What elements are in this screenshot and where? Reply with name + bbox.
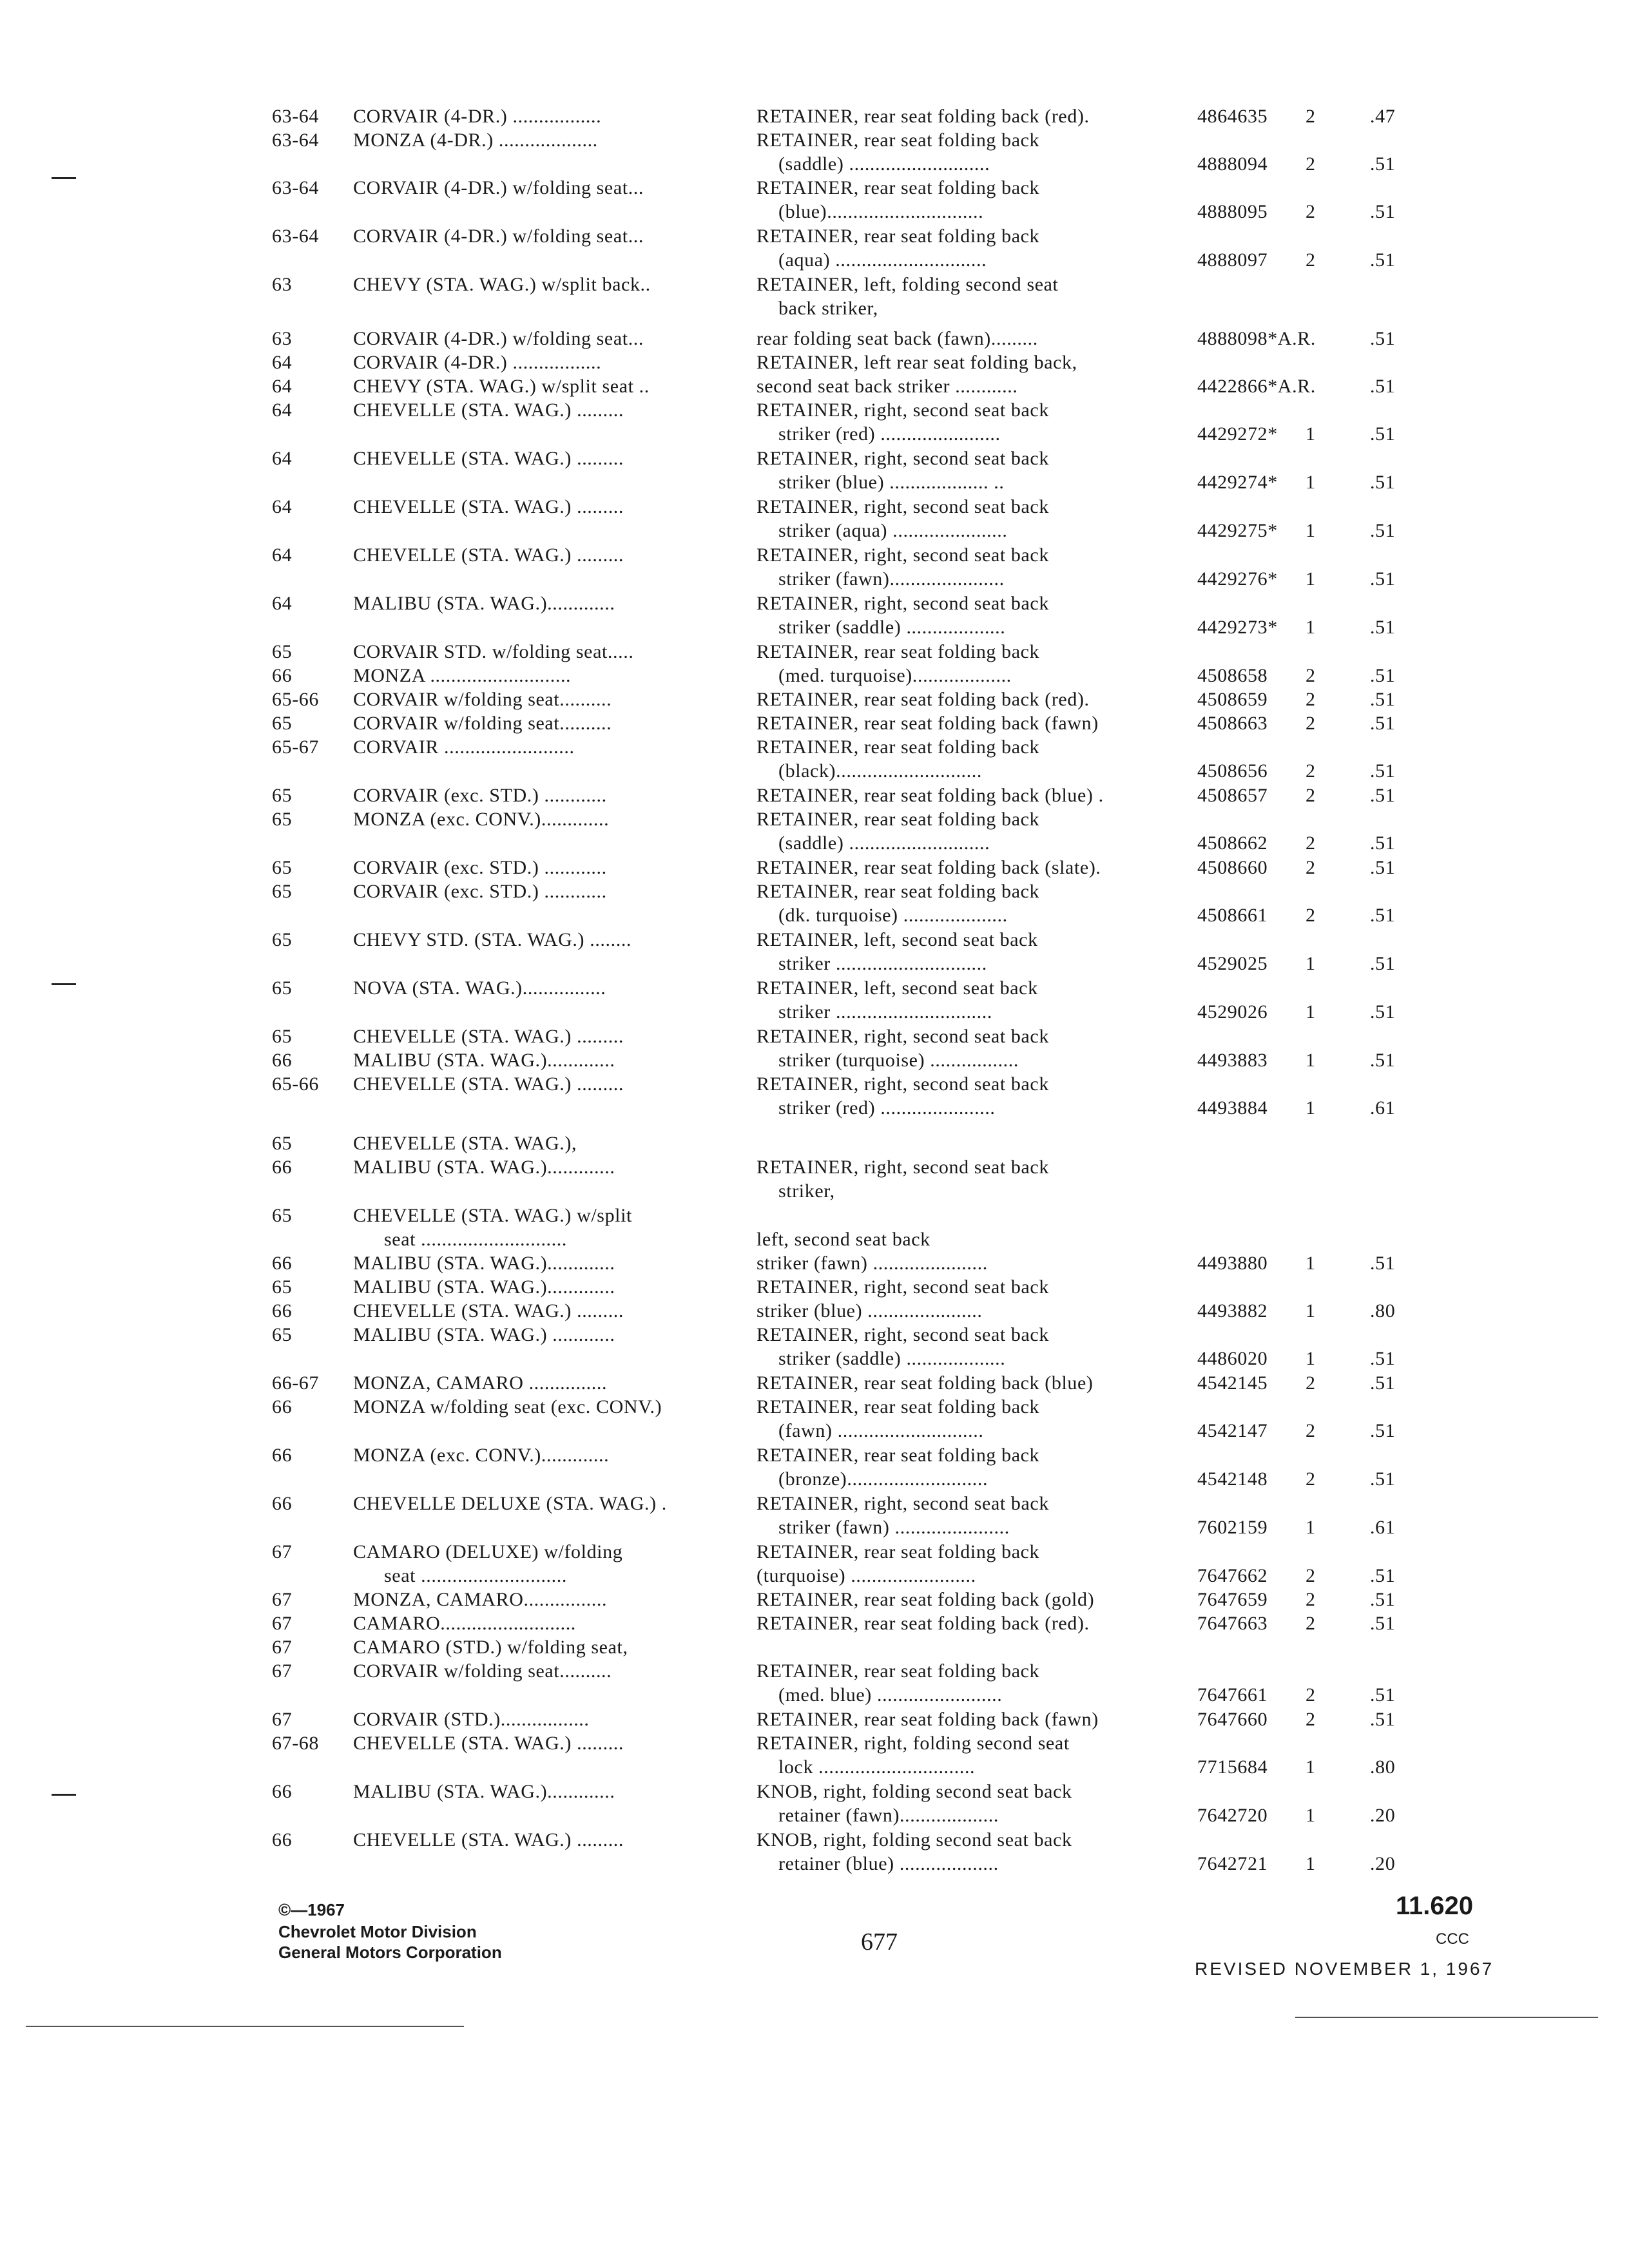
entry-year: 65 bbox=[272, 713, 293, 734]
entry-year: 65 bbox=[272, 1133, 293, 1154]
entry-part-number: 4508660 bbox=[1197, 857, 1268, 878]
entry-year: 64 bbox=[272, 496, 293, 517]
entry-description: RETAINER, right, second seat back bbox=[757, 1073, 1049, 1095]
entry-part-number: 4508662 bbox=[1197, 832, 1268, 854]
entry-description: RETAINER, rear seat folding back (blue) bbox=[757, 1372, 1094, 1394]
entry-model: MALIBU (STA. WAG.)............. bbox=[353, 1050, 615, 1071]
entry-description: (saddle) ........................... bbox=[778, 153, 990, 175]
entry-year: 65 bbox=[272, 857, 293, 878]
entry-model: CHEVELLE (STA. WAG.) ......... bbox=[353, 448, 624, 469]
scan-edge-line bbox=[1295, 2017, 1598, 2018]
entry-description: (black)............................ bbox=[778, 760, 982, 782]
entry-quantity: 2 bbox=[1306, 1589, 1316, 1610]
entry-quantity: 1 bbox=[1306, 423, 1316, 445]
entry-quantity: 2 bbox=[1306, 106, 1316, 127]
entry-quantity: 1 bbox=[1306, 1853, 1316, 1874]
entry-year: 64 bbox=[272, 399, 293, 421]
entry-description: RETAINER, rear seat folding back bbox=[757, 226, 1040, 247]
entry-part-number: 7642720 bbox=[1197, 1805, 1268, 1826]
entry-part-number: 7647663 bbox=[1197, 1613, 1268, 1634]
entry-model: MONZA ........................... bbox=[353, 665, 572, 686]
margin-mark bbox=[52, 1794, 76, 1796]
entry-part-number: 4888095 bbox=[1197, 201, 1268, 222]
entry-year: 67 bbox=[272, 1589, 293, 1610]
entry-description: RETAINER, right, second seat back bbox=[757, 448, 1049, 469]
entry-part-number: 7642721 bbox=[1197, 1853, 1268, 1874]
entry-description: RETAINER, right, second seat back bbox=[757, 593, 1049, 614]
entry-description: striker (saddle) ................... bbox=[778, 1348, 1006, 1369]
entry-year: 66 bbox=[272, 1445, 293, 1466]
entry-year: 65 bbox=[272, 1324, 293, 1345]
entry-price: .51 bbox=[1370, 1589, 1396, 1610]
entry-description: RETAINER, rear seat folding back bbox=[757, 736, 1040, 758]
entry-description: RETAINER, rear seat folding back bbox=[757, 1396, 1040, 1418]
entry-part-number: 4429275* bbox=[1197, 520, 1278, 541]
entry-description: striker .............................. bbox=[778, 1001, 992, 1023]
entry-part-number: 7602159 bbox=[1197, 1517, 1268, 1538]
entry-model: CHEVELLE (STA. WAG.) ......... bbox=[353, 1829, 624, 1850]
entry-description: (fawn) ............................ bbox=[778, 1420, 984, 1441]
entry-description: (dk. turquoise) .................... bbox=[778, 905, 1008, 926]
entry-price: .51 bbox=[1370, 153, 1396, 175]
entry-model: CHEVELLE (STA. WAG.) ......... bbox=[353, 1300, 624, 1321]
entry-year: 67-68 bbox=[272, 1733, 319, 1754]
entry-price: .51 bbox=[1370, 472, 1396, 493]
entry-description: striker (red) ....................... bbox=[778, 423, 1001, 445]
revision-date: REVISED NOVEMBER 1, 1967 bbox=[1195, 1959, 1494, 1979]
entry-part-number: 4429273* bbox=[1197, 617, 1278, 638]
entry-model: MONZA (exc. CONV.)............. bbox=[353, 809, 610, 830]
entry-quantity: 1 bbox=[1306, 1756, 1316, 1778]
entry-description: RETAINER, right, second seat back bbox=[757, 1157, 1049, 1178]
entry-description: (bronze)........................... bbox=[778, 1468, 988, 1490]
entry-description: striker (blue) ................... .. bbox=[778, 472, 1005, 493]
entry-year: 66 bbox=[272, 1781, 293, 1802]
entry-year: 66 bbox=[272, 1157, 293, 1178]
entry-quantity: 1 bbox=[1306, 1805, 1316, 1826]
publisher-division: Chevrolet Motor Division bbox=[278, 1922, 477, 1941]
entry-description: lock .............................. bbox=[778, 1756, 976, 1778]
entry-model: CHEVELLE (STA. WAG.), bbox=[353, 1133, 577, 1154]
entry-description: RETAINER, rear seat folding back bbox=[757, 1660, 1040, 1682]
publisher-corporation: General Motors Corporation bbox=[278, 1943, 502, 1962]
entry-price: .51 bbox=[1370, 1684, 1396, 1706]
entry-quantity: 2 bbox=[1306, 1684, 1316, 1706]
entry-price: .51 bbox=[1370, 201, 1396, 222]
entry-quantity: 2 bbox=[1306, 760, 1316, 782]
entry-description: RETAINER, rear seat folding back (blue) . bbox=[757, 785, 1104, 806]
entry-quantity: 1 bbox=[1306, 1050, 1316, 1071]
entry-quantity: 2 bbox=[1306, 1565, 1316, 1586]
entry-description: RETAINER, right, second seat back bbox=[757, 496, 1049, 517]
entry-year: 65 bbox=[272, 641, 293, 662]
entry-part-number: 7647662 bbox=[1197, 1565, 1268, 1586]
entry-price: .51 bbox=[1370, 832, 1396, 854]
entry-model: MALIBU (STA. WAG.)............. bbox=[353, 1781, 615, 1802]
entry-part-number: 4888097 bbox=[1197, 249, 1268, 271]
entry-description: (blue).............................. bbox=[778, 201, 984, 222]
entry-price: .51 bbox=[1370, 857, 1396, 878]
entry-model: NOVA (STA. WAG.)................ bbox=[353, 977, 606, 999]
entry-price: .51 bbox=[1370, 953, 1396, 974]
entry-model: CORVAIR w/folding seat.......... bbox=[353, 713, 612, 734]
entry-price: .51 bbox=[1370, 376, 1396, 397]
entry-year: 63-64 bbox=[272, 226, 319, 247]
entry-part-number: 7647660 bbox=[1197, 1709, 1268, 1730]
entry-year: 65-66 bbox=[272, 1073, 319, 1095]
entry-model: CHEVY (STA. WAG.) w/split back.. bbox=[353, 274, 651, 295]
entry-description: striker (fawn)...................... bbox=[778, 568, 1005, 590]
entry-model: CHEVY (STA. WAG.) w/split seat .. bbox=[353, 376, 650, 397]
entry-price: .51 bbox=[1370, 760, 1396, 782]
entry-description: (med. blue) ........................ bbox=[778, 1684, 1003, 1706]
entry-part-number: 4493880 bbox=[1197, 1253, 1268, 1274]
entry-model: CHEVELLE (STA. WAG.) ......... bbox=[353, 544, 624, 566]
entry-description: striker, bbox=[778, 1180, 835, 1202]
entry-description: striker (turquoise) ................. bbox=[778, 1050, 1019, 1071]
entry-year: 66 bbox=[272, 665, 293, 686]
entry-part-number: 4429272* bbox=[1197, 423, 1278, 445]
entry-part-number: 4493884 bbox=[1197, 1097, 1268, 1119]
entry-model-continued: seat ............................ bbox=[384, 1565, 567, 1586]
entry-description: striker (fawn) ...................... bbox=[757, 1253, 988, 1274]
entry-model: CORVAIR (exc. STD.) ............ bbox=[353, 881, 607, 902]
entry-year: 67 bbox=[272, 1541, 293, 1562]
entry-part-number: 4864635 bbox=[1197, 106, 1268, 127]
entry-price: .51 bbox=[1370, 1348, 1396, 1369]
entry-year: 63-64 bbox=[272, 106, 319, 127]
entry-price: .51 bbox=[1370, 520, 1396, 541]
entry-description: (aqua) ............................. bbox=[778, 249, 987, 271]
entry-year: 67 bbox=[272, 1709, 293, 1730]
entry-description: RETAINER, rear seat folding back bbox=[757, 641, 1040, 662]
entry-description: RETAINER, left rear seat folding back, bbox=[757, 352, 1077, 373]
entry-model: CORVAIR (4-DR.) w/folding seat... bbox=[353, 177, 644, 198]
entry-price: .80 bbox=[1370, 1756, 1396, 1778]
entry-description: RETAINER, rear seat folding back (red). bbox=[757, 1613, 1090, 1634]
entry-description: RETAINER, rear seat folding back (fawn) bbox=[757, 713, 1099, 734]
entry-price: .51 bbox=[1370, 689, 1396, 710]
page-number: 677 bbox=[861, 1928, 898, 1956]
entry-model: CORVAIR ......................... bbox=[353, 736, 575, 758]
entry-year: 66 bbox=[272, 1829, 293, 1850]
entry-part-number: 7647661 bbox=[1197, 1684, 1268, 1706]
entry-model: CHEVY STD. (STA. WAG.) ........ bbox=[353, 929, 632, 950]
entry-model: MONZA, CAMARO ............... bbox=[353, 1372, 608, 1394]
entry-price: .51 bbox=[1370, 665, 1396, 686]
entry-model: CORVAIR (4-DR.) ................. bbox=[353, 352, 602, 373]
entry-price: .51 bbox=[1370, 1709, 1396, 1730]
entry-description: RETAINER, right, second seat back bbox=[757, 544, 1049, 566]
entry-description: striker (saddle) ................... bbox=[778, 617, 1006, 638]
entry-model: CORVAIR (exc. STD.) ............ bbox=[353, 785, 607, 806]
entry-description: RETAINER, right, second seat back bbox=[757, 1324, 1049, 1345]
entry-description: RETAINER, rear seat folding back (fawn) bbox=[757, 1709, 1099, 1730]
entry-model: CORVAIR (4-DR.) ................. bbox=[353, 106, 602, 127]
entry-year: 66 bbox=[272, 1493, 293, 1514]
entry-model-continued: seat ............................ bbox=[384, 1229, 567, 1250]
section-code: CCC bbox=[1436, 1930, 1469, 1948]
entry-part-number: 4429276* bbox=[1197, 568, 1278, 590]
entry-description: RETAINER, right, folding second seat bbox=[757, 1733, 1070, 1754]
entry-price: .51 bbox=[1370, 423, 1396, 445]
entry-description: (saddle) ........................... bbox=[778, 832, 990, 854]
entry-price: .51 bbox=[1370, 617, 1396, 638]
entry-model: MALIBU (STA. WAG.) ............ bbox=[353, 1324, 615, 1345]
entry-model: CAMARO (DELUXE) w/folding bbox=[353, 1541, 623, 1562]
entry-description: RETAINER, right, second seat back bbox=[757, 1276, 1049, 1298]
entry-description: retainer (fawn)................... bbox=[778, 1805, 999, 1826]
entry-model: MONZA w/folding seat (exc. CONV.) bbox=[353, 1396, 662, 1418]
entry-description: RETAINER, rear seat folding back bbox=[757, 809, 1040, 830]
margin-mark bbox=[52, 983, 76, 985]
entry-model: CORVAIR STD. w/folding seat..... bbox=[353, 641, 634, 662]
entry-description: rear folding seat back (fawn)......... bbox=[757, 328, 1038, 349]
entry-year: 65-67 bbox=[272, 736, 319, 758]
section-number: 11.620 bbox=[1396, 1892, 1474, 1920]
entry-price: .51 bbox=[1370, 249, 1396, 271]
entry-price: .61 bbox=[1370, 1517, 1396, 1538]
entry-model: CHEVELLE (STA. WAG.) w/split bbox=[353, 1205, 632, 1226]
entry-description: RETAINER, rear seat folding back bbox=[757, 1541, 1040, 1562]
entry-year: 67 bbox=[272, 1613, 293, 1634]
entry-year: 66 bbox=[272, 1300, 293, 1321]
entry-model: CHEVELLE (STA. WAG.) ......... bbox=[353, 1026, 624, 1047]
margin-mark bbox=[52, 177, 76, 179]
entry-description: RETAINER, right, second seat back bbox=[757, 399, 1049, 421]
entry-price: .20 bbox=[1370, 1805, 1396, 1826]
entry-quantity: 1 bbox=[1306, 1300, 1316, 1321]
entry-quantity: 2 bbox=[1306, 1613, 1316, 1634]
entry-price: .80 bbox=[1370, 1300, 1396, 1321]
entry-description: RETAINER, rear seat folding back bbox=[757, 177, 1040, 198]
entry-model: MONZA (exc. CONV.)............. bbox=[353, 1445, 610, 1466]
entry-description: RETAINER, left, second seat back bbox=[757, 977, 1038, 999]
entry-description: retainer (blue) ................... bbox=[778, 1853, 999, 1874]
entry-description: striker ............................. bbox=[778, 953, 987, 974]
entry-price: .51 bbox=[1370, 568, 1396, 590]
entry-model: MALIBU (STA. WAG.)............. bbox=[353, 1276, 615, 1298]
entry-model: MONZA, CAMARO................ bbox=[353, 1589, 608, 1610]
entry-quantity: 1 bbox=[1306, 568, 1316, 590]
entry-description: left, second seat back bbox=[757, 1229, 930, 1250]
entry-model: CORVAIR (exc. STD.) ............ bbox=[353, 857, 607, 878]
entry-price: .51 bbox=[1370, 905, 1396, 926]
entry-description: second seat back striker ............ bbox=[757, 376, 1018, 397]
entry-part-number: 4422866*A.R. bbox=[1197, 376, 1316, 397]
entry-description: RETAINER, right, second seat back bbox=[757, 1493, 1049, 1514]
entry-part-number: 4493883 bbox=[1197, 1050, 1268, 1071]
entry-year: 64 bbox=[272, 352, 293, 373]
entry-quantity: 1 bbox=[1306, 1001, 1316, 1023]
entry-part-number: 4508656 bbox=[1197, 760, 1268, 782]
entry-part-number: 4508658 bbox=[1197, 665, 1268, 686]
entry-model: CAMARO.......................... bbox=[353, 1613, 576, 1634]
entry-year: 63 bbox=[272, 274, 293, 295]
entry-quantity: 2 bbox=[1306, 832, 1316, 854]
entry-price: .51 bbox=[1370, 1001, 1396, 1023]
entry-year: 66 bbox=[272, 1050, 293, 1071]
entry-year: 66 bbox=[272, 1396, 293, 1418]
entry-year: 64 bbox=[272, 448, 293, 469]
entry-price: .51 bbox=[1370, 1565, 1396, 1586]
entry-year: 65 bbox=[272, 977, 293, 999]
entry-model: MONZA (4-DR.) ................... bbox=[353, 130, 598, 151]
entry-year: 64 bbox=[272, 376, 293, 397]
entry-part-number: 4529026 bbox=[1197, 1001, 1268, 1023]
entry-model: MALIBU (STA. WAG.)............. bbox=[353, 1157, 615, 1178]
entry-model: CORVAIR (4-DR.) w/folding seat... bbox=[353, 226, 644, 247]
entry-year: 65 bbox=[272, 929, 293, 950]
entry-model: MALIBU (STA. WAG.)............. bbox=[353, 1253, 615, 1274]
entry-model: CHEVELLE (STA. WAG.) ......... bbox=[353, 1733, 624, 1754]
entry-model: CORVAIR w/folding seat.......... bbox=[353, 1660, 612, 1682]
copyright: ©—1967 bbox=[278, 1900, 345, 1919]
entry-model: CORVAIR (STD.)................. bbox=[353, 1709, 590, 1730]
entry-description: back striker, bbox=[778, 298, 878, 319]
entry-year: 65 bbox=[272, 1276, 293, 1298]
entry-quantity: 2 bbox=[1306, 785, 1316, 806]
entry-year: 64 bbox=[272, 593, 293, 614]
entry-year: 65-66 bbox=[272, 689, 319, 710]
entry-price: .61 bbox=[1370, 1097, 1396, 1119]
entry-price: .51 bbox=[1370, 1468, 1396, 1490]
entry-description: RETAINER, left, folding second seat bbox=[757, 274, 1059, 295]
entry-model: CORVAIR (4-DR.) w/folding seat... bbox=[353, 328, 644, 349]
entry-part-number: 4542148 bbox=[1197, 1468, 1268, 1490]
entry-quantity: 1 bbox=[1306, 1253, 1316, 1274]
entry-description: RETAINER, rear seat folding back (slate). bbox=[757, 857, 1101, 878]
entry-quantity: 2 bbox=[1306, 689, 1316, 710]
entry-part-number: 4888094 bbox=[1197, 153, 1268, 175]
entry-part-number: 4508663 bbox=[1197, 713, 1268, 734]
entry-part-number: 4542147 bbox=[1197, 1420, 1268, 1441]
entry-description: (med. turquoise)................... bbox=[778, 665, 1012, 686]
entry-part-number: 4529025 bbox=[1197, 953, 1268, 974]
entry-price: .51 bbox=[1370, 1420, 1396, 1441]
entry-description: striker (blue) ...................... bbox=[757, 1300, 983, 1321]
entry-part-number: 4508661 bbox=[1197, 905, 1268, 926]
entry-description: RETAINER, rear seat folding back (red). bbox=[757, 106, 1090, 127]
entry-quantity: 1 bbox=[1306, 617, 1316, 638]
entry-part-number: 4493882 bbox=[1197, 1300, 1268, 1321]
entry-year: 65 bbox=[272, 1026, 293, 1047]
entry-price: .51 bbox=[1370, 1372, 1396, 1394]
entry-quantity: 2 bbox=[1306, 1372, 1316, 1394]
entry-model: CHEVELLE (STA. WAG.) ......... bbox=[353, 399, 624, 421]
entry-quantity: 2 bbox=[1306, 713, 1316, 734]
entry-description: RETAINER, rear seat folding back (red). bbox=[757, 689, 1090, 710]
entry-description: RETAINER, rear seat folding back bbox=[757, 1445, 1040, 1466]
entry-model: CHEVELLE DELUXE (STA. WAG.) . bbox=[353, 1493, 667, 1514]
entry-description: RETAINER, right, second seat back bbox=[757, 1026, 1049, 1047]
entry-description: (turquoise) ........................ bbox=[757, 1565, 976, 1586]
entry-price: .51 bbox=[1370, 1613, 1396, 1634]
entry-model: CORVAIR w/folding seat.......... bbox=[353, 689, 612, 710]
entry-year: 66-67 bbox=[272, 1372, 319, 1394]
entry-description: KNOB, right, folding second seat back bbox=[757, 1829, 1072, 1850]
entry-model: CHEVELLE (STA. WAG.) ......... bbox=[353, 496, 624, 517]
entry-description: RETAINER, rear seat folding back (gold) bbox=[757, 1589, 1095, 1610]
entry-price: .51 bbox=[1370, 1253, 1396, 1274]
entry-part-number: 4508657 bbox=[1197, 785, 1268, 806]
entry-quantity: 2 bbox=[1306, 249, 1316, 271]
entry-part-number: 4542145 bbox=[1197, 1372, 1268, 1394]
entry-year: 63 bbox=[272, 328, 293, 349]
entry-quantity: 1 bbox=[1306, 472, 1316, 493]
entry-quantity: 2 bbox=[1306, 1709, 1316, 1730]
entry-year: 65 bbox=[272, 1205, 293, 1226]
entry-price: .51 bbox=[1370, 328, 1396, 349]
entry-year: 66 bbox=[272, 1253, 293, 1274]
entry-quantity: 2 bbox=[1306, 857, 1316, 878]
entry-quantity: 2 bbox=[1306, 201, 1316, 222]
entry-description: striker (red) ...................... bbox=[778, 1097, 996, 1119]
entry-description: RETAINER, rear seat folding back bbox=[757, 881, 1040, 902]
entry-description: striker (aqua) ...................... bbox=[778, 520, 1008, 541]
entry-description: striker (fawn) ...................... bbox=[778, 1517, 1010, 1538]
scan-edge-line bbox=[26, 2026, 464, 2027]
entry-quantity: 1 bbox=[1306, 1097, 1316, 1119]
entry-quantity: 2 bbox=[1306, 1420, 1316, 1441]
entry-quantity: 1 bbox=[1306, 953, 1316, 974]
entry-description: RETAINER, rear seat folding back bbox=[757, 130, 1040, 151]
entry-price: .47 bbox=[1370, 106, 1396, 127]
entry-quantity: 1 bbox=[1306, 1348, 1316, 1369]
entry-quantity: 2 bbox=[1306, 665, 1316, 686]
entry-price: .51 bbox=[1370, 713, 1396, 734]
entry-model: CAMARO (STD.) w/folding seat, bbox=[353, 1637, 628, 1658]
entry-year: 65 bbox=[272, 809, 293, 830]
entry-year: 64 bbox=[272, 544, 293, 566]
entry-quantity: 1 bbox=[1306, 1517, 1316, 1538]
entry-quantity: 2 bbox=[1306, 905, 1316, 926]
entry-part-number: 4486020 bbox=[1197, 1348, 1268, 1369]
entry-year: 65 bbox=[272, 785, 293, 806]
entry-quantity: 1 bbox=[1306, 520, 1316, 541]
entry-part-number: 4888098*A.R. bbox=[1197, 328, 1316, 349]
entry-description: RETAINER, left, second seat back bbox=[757, 929, 1038, 950]
entry-year: 67 bbox=[272, 1637, 293, 1658]
entry-year: 63-64 bbox=[272, 130, 319, 151]
entry-quantity: 2 bbox=[1306, 1468, 1316, 1490]
entry-quantity: 2 bbox=[1306, 153, 1316, 175]
entry-part-number: 7647659 bbox=[1197, 1589, 1268, 1610]
entry-year: 67 bbox=[272, 1660, 293, 1682]
entry-year: 65 bbox=[272, 881, 293, 902]
entry-part-number: 4429274* bbox=[1197, 472, 1278, 493]
entry-model: MALIBU (STA. WAG.)............. bbox=[353, 593, 615, 614]
entry-description: KNOB, right, folding second seat back bbox=[757, 1781, 1072, 1802]
entry-year: 63-64 bbox=[272, 177, 319, 198]
entry-part-number: 4508659 bbox=[1197, 689, 1268, 710]
entry-model: CHEVELLE (STA. WAG.) ......... bbox=[353, 1073, 624, 1095]
entry-price: .51 bbox=[1370, 785, 1396, 806]
entry-price: .51 bbox=[1370, 1050, 1396, 1071]
entry-price: .20 bbox=[1370, 1853, 1396, 1874]
entry-part-number: 7715684 bbox=[1197, 1756, 1268, 1778]
